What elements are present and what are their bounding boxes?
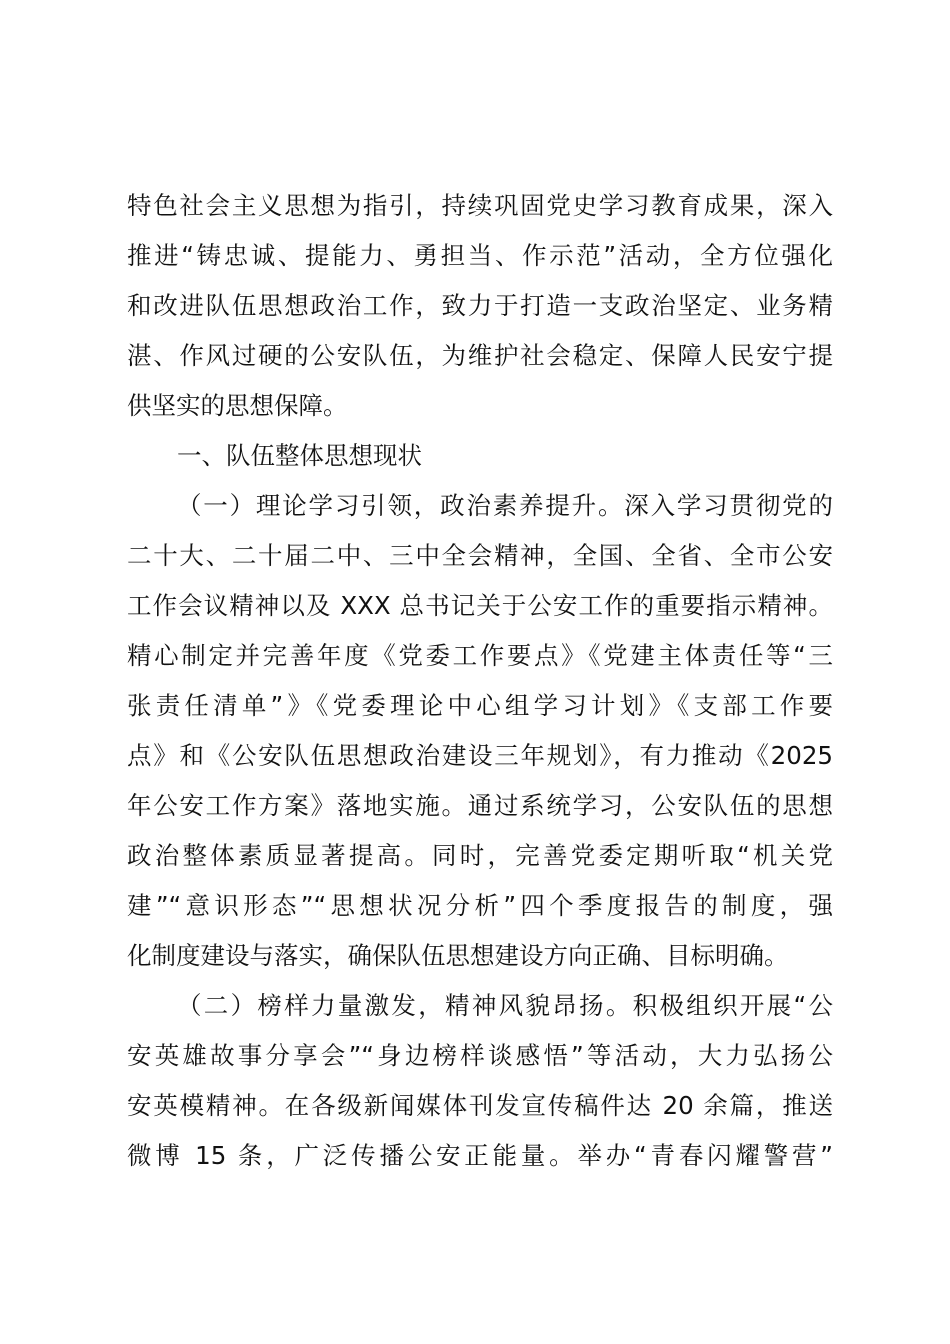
paragraph-line: 安英模精神。在各级新闻媒体刊发宣传稿件达 20 余篇，推送 bbox=[127, 1091, 833, 1120]
paragraph-line: 推进“铸忠诚、提能力、勇担当、作示范”活动，全方位强化 bbox=[127, 241, 833, 270]
paragraph-line: 张责任清单”》《党委理论中心组学习计划》《支部工作要 bbox=[127, 691, 833, 720]
section-heading: 一、队伍整体思想现状 bbox=[177, 441, 422, 470]
paragraph-line: 安英雄故事分享会”“身边榜样谈感悟”等活动，大力弘扬公 bbox=[127, 1041, 833, 1070]
paragraph-line: 二十大、二十届二中、三中全会精神，全国、全省、全市公安 bbox=[127, 541, 833, 570]
paragraph-line: 点》和《公安队伍思想政治建设三年规划》，有力推动《2025 bbox=[127, 741, 833, 770]
paragraph-line: 工作会议精神以及 XXX 总书记关于公安工作的重要指示精神。 bbox=[127, 591, 833, 620]
subsection-heading-line: （二）榜样力量激发，精神风貌昂扬。积极组织开展“公 bbox=[177, 991, 833, 1020]
paragraph-line: 湛、作风过硬的公安队伍，为维护社会稳定、保障人民安宁提 bbox=[127, 341, 833, 370]
paragraph-line: 微博 15 条，广泛传播公安正能量。举办“青春闪耀警营” bbox=[127, 1141, 833, 1170]
subsection-heading-line: （一）理论学习引领，政治素养提升。深入学习贯彻党的 bbox=[177, 491, 833, 520]
paragraph-line: 年公安工作方案》落地实施。通过系统学习，公安队伍的思想 bbox=[127, 791, 833, 820]
paragraph-line: 特色社会主义思想为指引，持续巩固党史学习教育成果，深入 bbox=[127, 191, 833, 220]
paragraph-line: 和改进队伍思想政治工作，致力于打造一支政治坚定、业务精 bbox=[127, 291, 833, 320]
paragraph-line: 化制度建设与落实，确保队伍思想建设方向正确、目标明确。 bbox=[127, 941, 789, 970]
paragraph-line: 精心制定并完善年度《党委工作要点》《党建主体责任等“三 bbox=[127, 641, 833, 670]
paragraph-line: 供坚实的思想保障。 bbox=[127, 391, 348, 420]
paragraph-line: 建”“意识形态”“思想状况分析”四个季度报告的制度，强 bbox=[127, 891, 833, 920]
paragraph-line: 政治整体素质显著提高。同时，完善党委定期听取“机关党 bbox=[127, 841, 833, 870]
